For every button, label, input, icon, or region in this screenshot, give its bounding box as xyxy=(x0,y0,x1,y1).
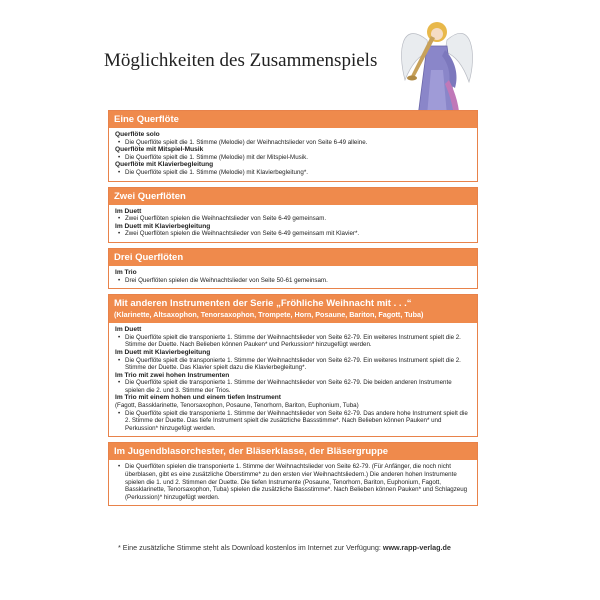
option-title: Im Duett xyxy=(115,207,142,215)
section-heading: Eine Querflöte xyxy=(109,111,477,128)
page-title: Möglichkeiten des Zusammenspiels xyxy=(104,50,378,71)
section-heading xyxy=(109,295,477,323)
section-heading-text: Mit anderen Instrumenten der Serie „Fröhliche Weihnacht mit . . .“ xyxy=(114,298,412,310)
option-description: • Drei Querflöten spielen die Weihnachtslieder von Seite 50-61 gemeinsam. xyxy=(115,277,471,285)
section-andere-instrumente xyxy=(108,294,478,437)
option-title: Im Trio mit zwei hohen Instrumenten xyxy=(115,371,230,379)
option-title: Querflöte mit Klavierbegleitung xyxy=(115,161,214,169)
option-description: • Zwei Querflöten spielen die Weihnachtslieder von Seite 6-49 gemeinsam mit Klavier*. xyxy=(115,230,471,238)
section-eine-querfloete xyxy=(108,110,478,182)
option-title: Im Duett mit Klavierbegleitung xyxy=(115,222,211,230)
option-description: • Die Querflöte spielt die 1. Stimme (Melodie) mit Klavierbegleitung*. xyxy=(115,169,471,177)
option-title: Querflöte mit Mitspiel-Musik xyxy=(115,146,204,154)
instrument-list: (Fagott, Bassklarinette, Tenorsaxophon, Posaune, Tenorhorn, Bariton, Euphonium, Tuba) xyxy=(115,402,359,410)
option-description: • Die Querflöte spielt die transponierte 1. Stimme der Weihnachtslieder von Seite 62-79. Das andere hohe Instrument spielt die 2. Stimme der Duette. Das tiefe Instrument spielt die zusätzliche Bassstimme*. Nach Belieben können Pauken* und Perkussion* hinzugefügt werden. xyxy=(115,410,471,433)
option-description: • Die Querflöte spielt die transponierte 1. Stimme der Weihnachtslieder von Seite 62-79. Die beiden anderen Instrumente spielen die 2. und 3. Stimme der Trios. xyxy=(115,379,471,394)
option-description: • Die Querflöten spielen die transponierte 1. Stimme der Weihnachtslieder von Seite 62-79. (Für Anfänger, die noch nicht überblasen, gibt es eine zusätzliche Oberstimme* zu den ersten vier Weihnachtsliedern.) Die anderen hohen Instrumente spielen die 1. und 2. Stimmen der Duette. Die tiefen Instrumente (Posaune, Tenorhorn, Bariton, Euphonium, Fagott, Bassklarinette, Tenorsaxophon, Tuba) spielen die zusätzliche Bassstimme*. Nach Belieben können Pauken* und Schlagzeug (Perkussion)* hinzugefügt werden. xyxy=(115,463,471,501)
section-drei-querfloeten xyxy=(108,248,478,289)
sections-container xyxy=(108,110,478,511)
footnote xyxy=(118,543,451,552)
option-description: • Die Querflöte spielt die transponierte 1. Stimme der Weihnachtslieder von Seite 62-79. Ein weiteres Instrument spielt die 2. Stimme der Duette. Nach Belieben können Pauken* und Perkussion* hinzugefügt werden. xyxy=(115,334,471,349)
option-description: • Die Querflöte spielt die 1. Stimme (Melodie) mit der Mitspiel-Musik. xyxy=(115,154,471,162)
option-title: Im Trio xyxy=(115,268,137,276)
option-title: Querflöte solo xyxy=(115,131,160,138)
section-zwei-querfloeten xyxy=(108,187,478,243)
option-title: Im Duett mit Klavierbegleitung xyxy=(115,348,211,356)
section-heading: Drei Querflöten xyxy=(109,249,477,266)
section-subheading: (Klarinette, Altsaxophon, Tenorsaxophon, Trompete, Horn, Posaune, Bariton, Fagott, Tuba) xyxy=(114,310,424,320)
section-heading: Zwei Querflöten xyxy=(109,188,477,205)
option-description: • Die Querflöte spielt die 1. Stimme (Melodie) der Weihnachtslieder von Seite 6-49 alleine. xyxy=(115,139,471,147)
option-title: Im Duett xyxy=(115,326,142,334)
section-jugendblasorchester xyxy=(108,442,478,506)
footnote-text: * Eine zusätzliche Stimme steht als Download kostenlos im Internet zur Verfügung: xyxy=(118,543,383,552)
option-description: • Zwei Querflöten spielen die Weihnachtslieder von Seite 6-49 gemeinsam. xyxy=(115,215,471,223)
option-description: • Die Querflöte spielt die transponierte 1. Stimme der Weihnachtslieder von Seite 62-79. Ein weiteres Instrument spielt die 2. Stimme der Duette. Das Klavier spielt dazu die Klavierbegleitung*. xyxy=(115,357,471,372)
section-heading: Im Jugendblasorchester, der Bläserklasse, der Bläsergruppe xyxy=(109,443,477,460)
publisher-link[interactable]: www.rapp-verlag.de xyxy=(382,543,451,552)
option-title: Im Trio mit einem hohen und einem tiefen Instrument xyxy=(115,394,281,402)
